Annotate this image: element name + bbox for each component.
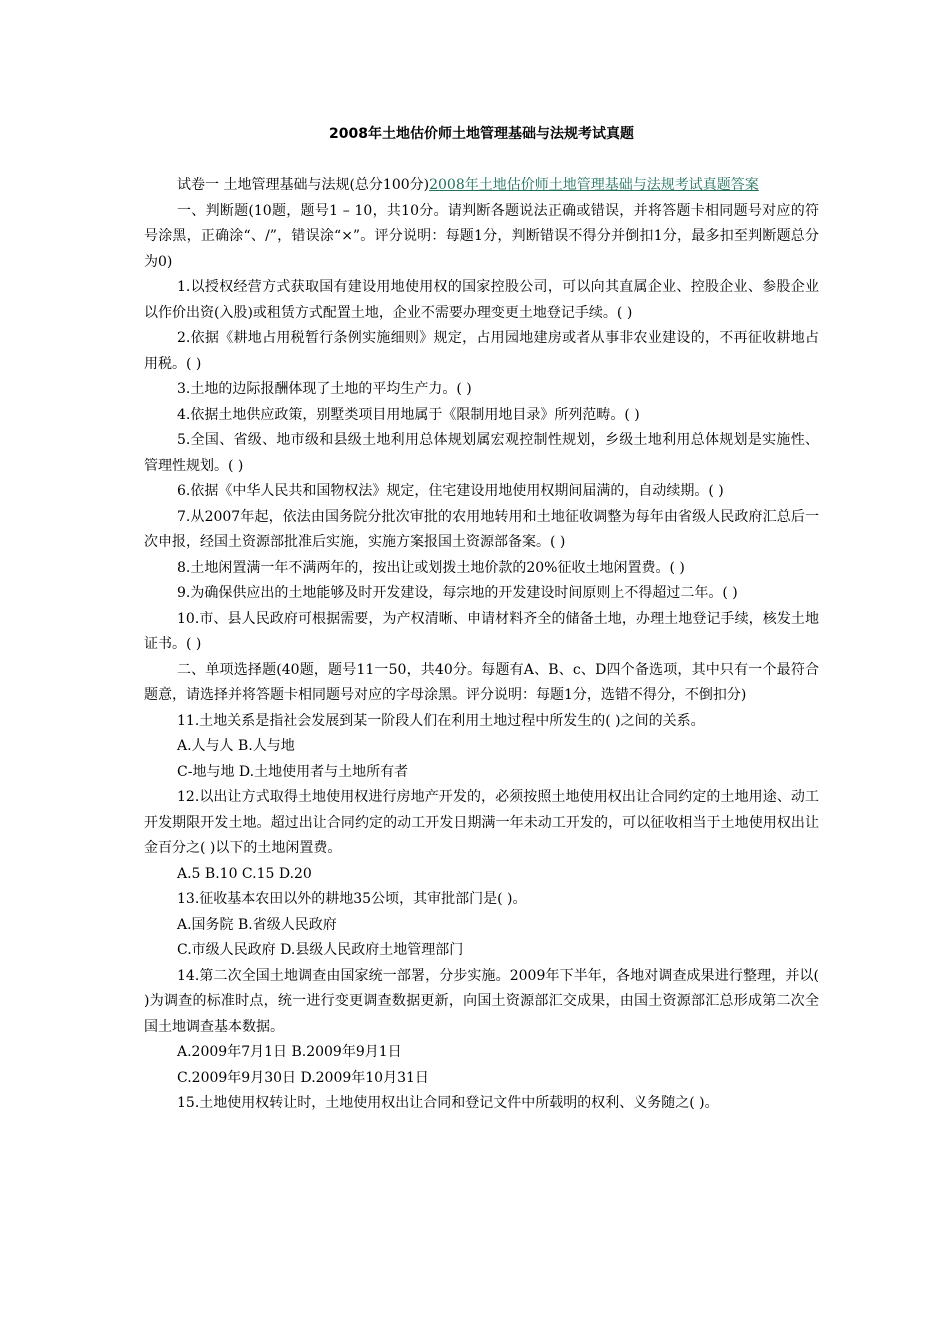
question-12: 12.以出让方式取得土地使用权进行房地产开发的，必须按照土地使用权出让合同约定的土地用途、动工开发期限开发土地。超过出让合同约定的动工开发日期满一年未动工开发的，可以征收相当于土地使用权出让金百分之( )以下的土地闲置费。 [144,789,819,856]
question-3: 3.土地的边际报酬体现了土地的平均生产力。( ) [177,381,472,397]
question-14-options-ab: A.2009年7月1日 B.2009年9月1日 [177,1044,402,1060]
question-13-options-cd: C.市级人民政府 D.县级人民政府土地管理部门 [177,942,464,958]
question-13: 13.征收基本农田以外的耕地35公顷，其审批部门是( )。 [177,891,527,907]
question-11-options-ab: A.人与人 B.人与地 [177,738,295,754]
question-4: 4.依据土地供应政策，别墅类项目用地属于《限制用地目录》所列范畴。( ) [177,406,640,423]
question-11: 11.土地关系是指社会发展到某一阶段人们在利用土地过程中所发生的( )之间的关系。 [177,712,705,729]
question-5: 5.全国、省级、地市级和县级土地利用总体规划属宏观控制性规划，乡级土地利用总体规划是实施性、管理性规划。( ) [144,432,819,474]
question-11-options-cd: C-地与地 D.土地使用者与土地所有者 [177,763,409,780]
answer-link[interactable]: 2008年土地估价师土地管理基础与法规考试真题答案 [429,177,759,193]
section-heading-single-choice: 二、单项选择题(40题，题号11一50，共40分。每题有A、B、c、D四个备选项，其中只有一个最符合题意，请选择并将答题卡相同题号对应的字母涂黑。评分说明：每题1分，选错不得分，不倒扣分) [144,661,819,703]
document-body [144,173,819,1117]
section-heading-true-false: 一、判断题(10题，题号1 – 10，共10分。请判断各题说法正确或错误，并将答题卡相同题号对应的符号涂黑，正确涂“、/”，错误涂“×”。评分说明：每题1分，判断错误不得分并倒扣1分，最多扣至判断题总分为0) [144,202,819,270]
question-14-options-cd: C.2009年9月30日 D.2009年10月31日 [177,1069,429,1086]
question-1: 1.以授权经营方式获取国有建设用地使用权的国家控股公司，可以向其直属企业、控股企业、参股企业以作价出资(入股)或租赁方式配置土地，企业不需要办理变更土地登记手续。( ) [144,279,819,321]
question-2: 2.依据《耕地占用税暂行条例实施细则》规定，占用园地建房或者从事非农业建设的，不再征收耕地占用税。( ) [144,330,819,372]
question-9: 9.为确保供应出的土地能够及时开发建设，每宗地的开发建设时间原则上不得超过二年。( ) [177,585,738,601]
question-14: 14.第二次全国土地调查由国家统一部署，分步实施。2009年下半年，各地对调查成果进行整理，并以( )为调查的标准时点，统一进行变更调查数据更新，向国土资源部汇交成果，由国土资源部汇总形成第二次全国土地调查基本数据。 [144,967,819,1035]
exam-intro-text: 试卷一 土地管理基础与法规(总分100分) [177,177,430,193]
question-12-options: A.5 B.10 C.15 D.20 [177,865,312,882]
question-10: 10.市、县人民政府可根据需要，为产权清晰、申请材料齐全的储备土地，办理土地登记手续，核发土地证书。( ) [144,610,819,652]
question-7: 7.从2007年起，依法由国务院分批次审批的农用地转用和土地征收调整为每年由省级人民政府汇总后一次申报，经国土资源部批准后实施，实施方案报国土资源部备案。( ) [144,508,819,550]
question-8: 8.土地闲置满一年不满两年的，按出让或划拨土地价款的20%征收土地闲置费。( ) [177,559,685,576]
question-13-options-ab: A.国务院 B.省级人民政府 [177,916,337,933]
question-6: 6.依据《中华人民共和国物权法》规定，住宅建设用地使用权期间届满的，自动续期。( ) [177,483,724,499]
exam-intro [144,173,819,199]
question-15: 15.土地使用权转让时，土地使用权出让合同和登记文件中所载明的权利、义务随之( )。 [177,1095,719,1111]
document-title: 2008年土地估价师土地管理基础与法规考试真题 [329,126,634,142]
